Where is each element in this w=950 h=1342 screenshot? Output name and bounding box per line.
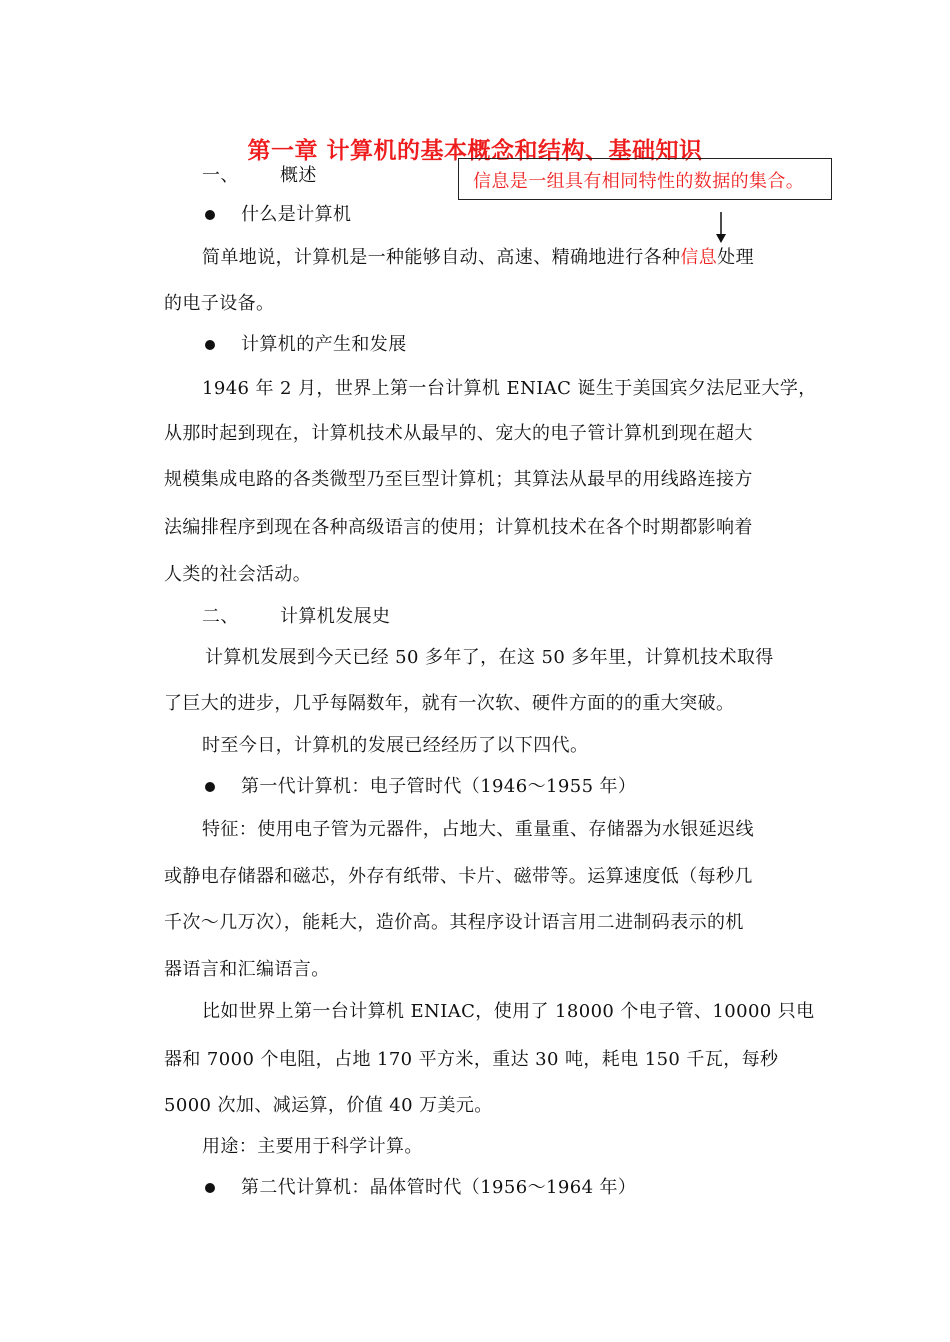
history-line: 规模集成电路的各类微型乃至巨型计算机；其算法从最早的用线路连接方	[164, 469, 753, 490]
progress-line: 了巨大的进步，几乎每隔数年，就有一次软、硬件方面的的重大突破。	[164, 693, 735, 714]
section-2-number: 二、	[202, 606, 239, 627]
features-line: 千次～几万次），能耗大，造价高。其程序设计语言用二进制码表示的机	[164, 912, 744, 933]
bullet-icon	[205, 782, 215, 792]
page-title: 第一章 计算机的基本概念和结构、基础知识	[247, 138, 703, 164]
progress-line: 计算机发展到今天已经 50 多年了，在这 50 多年里，计算机技术取得	[205, 647, 774, 668]
information-highlight: 信息	[680, 247, 718, 268]
history-line: 从那时起到现在，计算机技术从最早的、宠大的电子管计算机到现在超大	[164, 423, 753, 444]
definition-line-1	[202, 247, 754, 269]
section-1-heading: 概述	[280, 165, 317, 186]
bullet-second-generation: 第二代计算机：晶体管时代（1956～1964 年）	[241, 1177, 637, 1198]
use-line: 用途：主要用于科学计算。	[202, 1136, 423, 1157]
definition-text-a: 简单地说，计算机是一种能够自动、高速、精确地进行各种	[202, 247, 681, 268]
eniac-line: 比如世界上第一台计算机 ENIAC，使用了 18000 个电子管、10000 只电	[202, 1001, 815, 1022]
bullet-origin-development: 计算机的产生和发展	[241, 334, 407, 355]
section-2-heading: 计算机发展史	[280, 606, 391, 627]
history-line: 法编排程序到现在各种高级语言的使用；计算机技术在各个时期都影响着	[164, 517, 753, 538]
bullet-icon	[205, 340, 215, 350]
generations-intro: 时至今日，计算机的发展已经经历了以下四代。	[202, 735, 589, 756]
features-line: 特征：使用电子管为元器件，占地大、重量重、存储器为水银延迟线	[202, 819, 754, 840]
eniac-line: 器和 7000 个电阻，占地 170 平方米，重达 30 吨，耗电 150 千瓦，每秒	[164, 1049, 779, 1070]
bullet-first-generation: 第一代计算机：电子管时代（1946～1955 年）	[241, 776, 637, 797]
definition-line-2: 的电子设备。	[164, 293, 275, 314]
definition-text-b: 处理	[717, 247, 755, 268]
definition-callout	[458, 158, 832, 200]
bullet-icon	[205, 1183, 215, 1193]
history-line: 1946 年 2 月，世界上第一台计算机 ENIAC 诞生于美国宾夕法尼亚大学，	[202, 378, 817, 399]
eniac-line: 5000 次加、减运算，价值 40 万美元。	[164, 1095, 493, 1116]
bullet-icon	[205, 210, 215, 220]
callout-text: 信息是一组具有相同特性的数据的集合。	[473, 171, 805, 192]
section-1-number: 一、	[202, 165, 239, 186]
history-line: 人类的社会活动。	[164, 564, 312, 585]
features-line: 器语言和汇编语言。	[164, 959, 330, 980]
bullet-what-is-computer: 什么是计算机	[241, 204, 352, 225]
callout-arrow-icon	[714, 212, 728, 244]
features-line: 或静电存储器和磁芯，外存有纸带、卡片、磁带等。运算速度低（每秒几	[164, 866, 753, 887]
